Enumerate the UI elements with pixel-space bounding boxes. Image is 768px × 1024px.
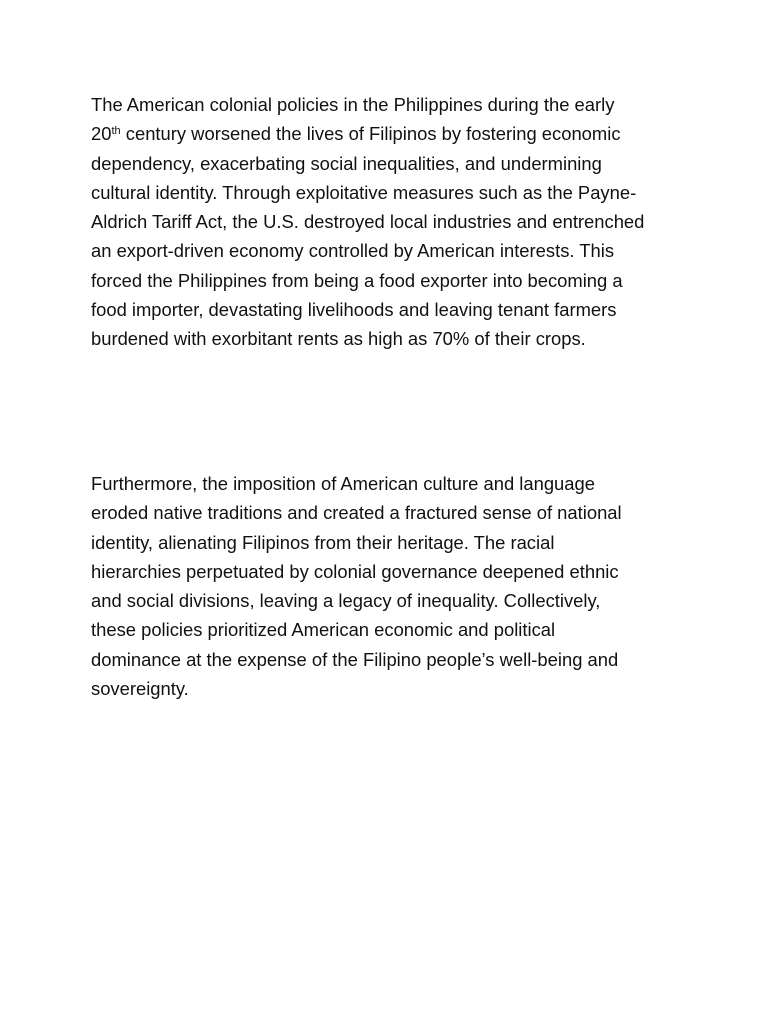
paragraph-line: and social divisions, leaving a legacy of inequality. Collectively,: [91, 590, 601, 612]
paragraph-line: Aldrich Tariff Act, the U.S. destroyed local industries and entrenched: [91, 211, 645, 233]
paragraph-line: forced the Philippines from being a food exporter into becoming a: [91, 269, 623, 291]
paragraph-line: cultural identity. Through exploitative measures such as the Payne-: [91, 181, 637, 203]
paragraph-line: food importer, devastating livelihoods and leaving tenant farmers: [91, 299, 617, 321]
paragraph-line: dependency, exacerbating social inequalities, and undermining: [91, 152, 602, 174]
paragraph-line: eroded native traditions and created a fractured sense of national: [91, 502, 622, 524]
paragraph-2: [91, 469, 731, 703]
paragraph-line: hierarchies perpetuated by colonial governance deepened ethnic: [91, 560, 619, 582]
paragraph-line: an export-driven economy controlled by American interests. This: [91, 240, 615, 262]
line-text: century worsened the lives of Filipinos by fostering economic: [120, 123, 621, 145]
paragraph-line: dominance at the expense of the Filipino people’s well-being and: [91, 648, 619, 670]
paragraph-line: identity, alienating Filipinos from their heritage. The racial: [91, 531, 555, 553]
paragraph-line: [91, 119, 731, 148]
paragraph-1: [91, 90, 731, 354]
paragraph-line: The American colonial policies in the Philippines during the early: [91, 94, 615, 115]
paragraph-line: Furthermore, the imposition of American culture and language: [91, 473, 595, 494]
paragraph-line: burdened with exorbitant rents as high as 70% of their crops.: [91, 328, 586, 350]
paragraph-line: these policies prioritized American economic and political: [91, 619, 556, 641]
paragraph-line: sovereignty.: [91, 678, 189, 700]
line-text: 20: [91, 123, 112, 145]
ordinal-superscript: th: [111, 125, 121, 138]
